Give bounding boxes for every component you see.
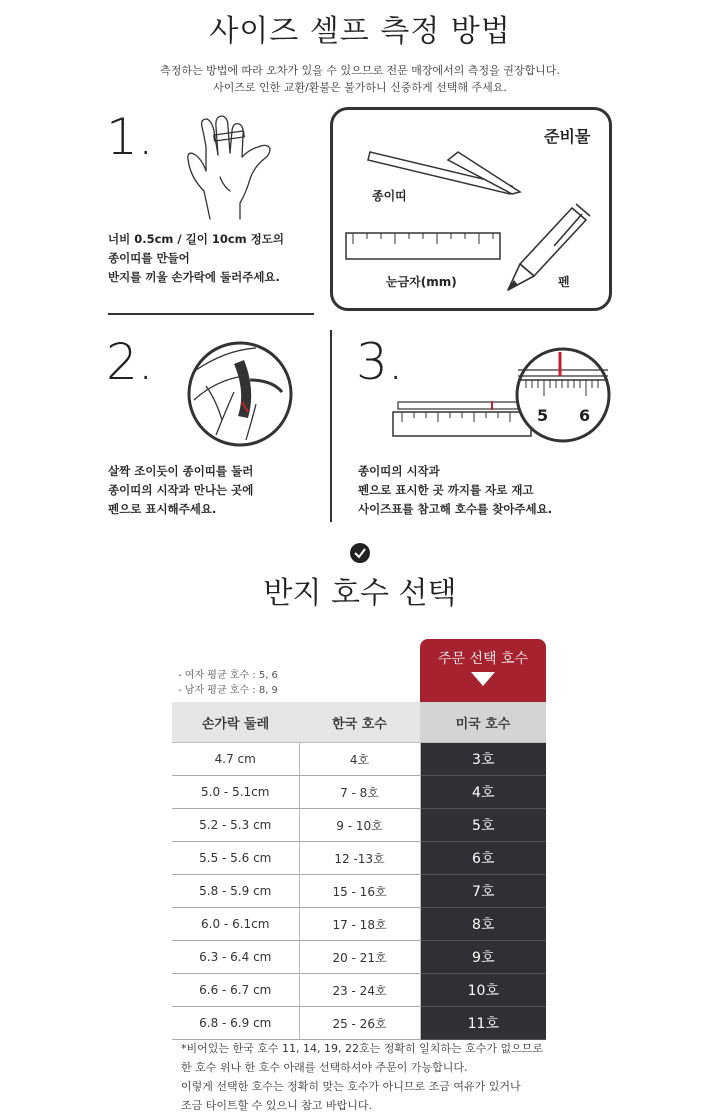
header-circumference: 손가락 둘레 <box>172 702 299 743</box>
step2-line: 종이띠의 시작과 만나는 곳에 <box>108 483 254 497</box>
korean-size-cell: 12 -13호 <box>299 842 420 875</box>
us-size-cell: 7호 <box>420 875 546 908</box>
ruler-icon <box>345 232 501 260</box>
us-size-cell: 3호 <box>420 743 546 776</box>
us-size-cell: 10호 <box>420 974 546 1007</box>
measure-ruler-icon <box>392 400 532 440</box>
korean-size-cell: 23 - 24호 <box>299 974 420 1007</box>
us-size-cell: 5호 <box>420 809 546 842</box>
step1-number: 1. <box>106 108 154 166</box>
note-line: 조금 타이트할 수 있으니 참고 바랍니다. <box>181 1099 372 1112</box>
step1-text <box>108 230 284 287</box>
male-average: - 남자 평균 호수 : 8, 9 <box>178 685 278 696</box>
header-korean-size: 한국 호수 <box>299 702 420 743</box>
note-line: 이렇게 선택한 호수는 정확히 맞는 호수가 아니므로 조금 여유가 있거나 <box>181 1080 521 1093</box>
check-circle-icon <box>349 542 371 564</box>
korean-size-cell: 9 - 10호 <box>299 809 420 842</box>
us-size-cell: 6호 <box>420 842 546 875</box>
korean-size-cell: 7 - 8호 <box>299 776 420 809</box>
size-table <box>172 702 546 1040</box>
note-line: *비어있는 한국 호수 11, 14, 19, 22호는 정확히 일치하는 호수가 없으므로 <box>181 1042 543 1055</box>
us-size-cell: 9호 <box>420 941 546 974</box>
step2-number: 2. <box>106 333 154 391</box>
us-size-cell: 8호 <box>420 908 546 941</box>
circumference-cell: 5.5 - 5.6 cm <box>172 842 299 875</box>
table-row <box>172 941 546 974</box>
step2-line: 살짝 조이듯이 종이띠를 둘러 <box>108 464 254 478</box>
step1-line: 너비 0.5cm / 길이 10cm 정도의 <box>108 232 284 246</box>
intro-line-1: 측정하는 방법에 따라 오차가 있을 수 있으므로 전문 매장에서의 측정을 권장합니다. <box>160 64 560 77</box>
size-note <box>181 1039 543 1115</box>
divider-vertical <box>330 330 332 522</box>
step3-text <box>358 462 552 519</box>
table-row <box>172 875 546 908</box>
step3-line: 펜으로 표시한 곳 까지를 자로 재고 <box>358 483 534 497</box>
circumference-cell: 6.6 - 6.7 cm <box>172 974 299 1007</box>
table-row <box>172 908 546 941</box>
circumference-cell: 6.3 - 6.4 cm <box>172 941 299 974</box>
order-size-tab <box>420 639 546 703</box>
finger-wrap-icon <box>186 340 294 448</box>
table-row <box>172 1007 546 1040</box>
korean-size-cell: 4호 <box>299 743 420 776</box>
female-average: - 여자 평균 호수 : 5, 6 <box>178 670 278 681</box>
magnifier-mark-6: 6 <box>579 406 591 425</box>
note-line: 한 호수 위나 한 호수 아래를 선택하셔야 주문이 가능합니다. <box>181 1061 468 1074</box>
table-row <box>172 743 546 776</box>
circumference-cell: 6.0 - 6.1cm <box>172 908 299 941</box>
down-arrow-icon <box>471 672 495 686</box>
step1-line: 반지를 끼울 손가락에 둘러주세요. <box>108 270 280 284</box>
magnifier-icon <box>514 346 612 444</box>
pen-icon <box>500 200 595 295</box>
supplies-title: 준비물 <box>544 127 591 146</box>
table-row <box>172 842 546 875</box>
table-row <box>172 776 546 809</box>
circumference-cell: 4.7 cm <box>172 743 299 776</box>
table-header-row <box>172 702 546 743</box>
table-row <box>172 974 546 1007</box>
step1-line: 종이띠를 만들어 <box>108 251 190 265</box>
header-us-size: 미국 호수 <box>420 702 546 743</box>
divider-horizontal <box>108 313 314 315</box>
table-row <box>172 809 546 842</box>
magnifier-mark-5: 5 <box>537 406 549 425</box>
section-title: 반지 호수 선택 <box>263 576 457 611</box>
page-title: 사이즈 셀프 측정 방법 <box>209 14 511 49</box>
step2-text <box>108 462 253 519</box>
korean-size-cell: 17 - 18호 <box>299 908 420 941</box>
pen-label: 펜 <box>558 275 570 289</box>
us-size-cell: 4호 <box>420 776 546 809</box>
paper-strip-label: 종이띠 <box>372 189 407 203</box>
step3-line: 사이즈표를 참고해 호수를 찾아주세요. <box>358 502 553 516</box>
korean-size-cell: 25 - 26호 <box>299 1007 420 1040</box>
step3-number: 3. <box>356 333 404 391</box>
circumference-cell: 5.8 - 5.9 cm <box>172 875 299 908</box>
korean-size-cell: 20 - 21호 <box>299 941 420 974</box>
step2-line: 펜으로 표시해주세요. <box>108 502 217 516</box>
circumference-cell: 5.0 - 5.1cm <box>172 776 299 809</box>
hand-paper-icon <box>180 107 290 225</box>
intro-line-2: 사이즈로 인한 교환/환불은 불가하니 신중하게 선택해 주세요. <box>213 81 507 94</box>
order-size-label: 주문 선택 호수 <box>437 651 529 667</box>
step3-line: 종이띠의 시작과 <box>358 464 440 478</box>
circumference-cell: 6.8 - 6.9 cm <box>172 1007 299 1040</box>
us-size-cell: 11호 <box>420 1007 546 1040</box>
korean-size-cell: 15 - 16호 <box>299 875 420 908</box>
ruler-label: 눈금자(mm) <box>386 275 457 289</box>
circumference-cell: 5.2 - 5.3 cm <box>172 809 299 842</box>
